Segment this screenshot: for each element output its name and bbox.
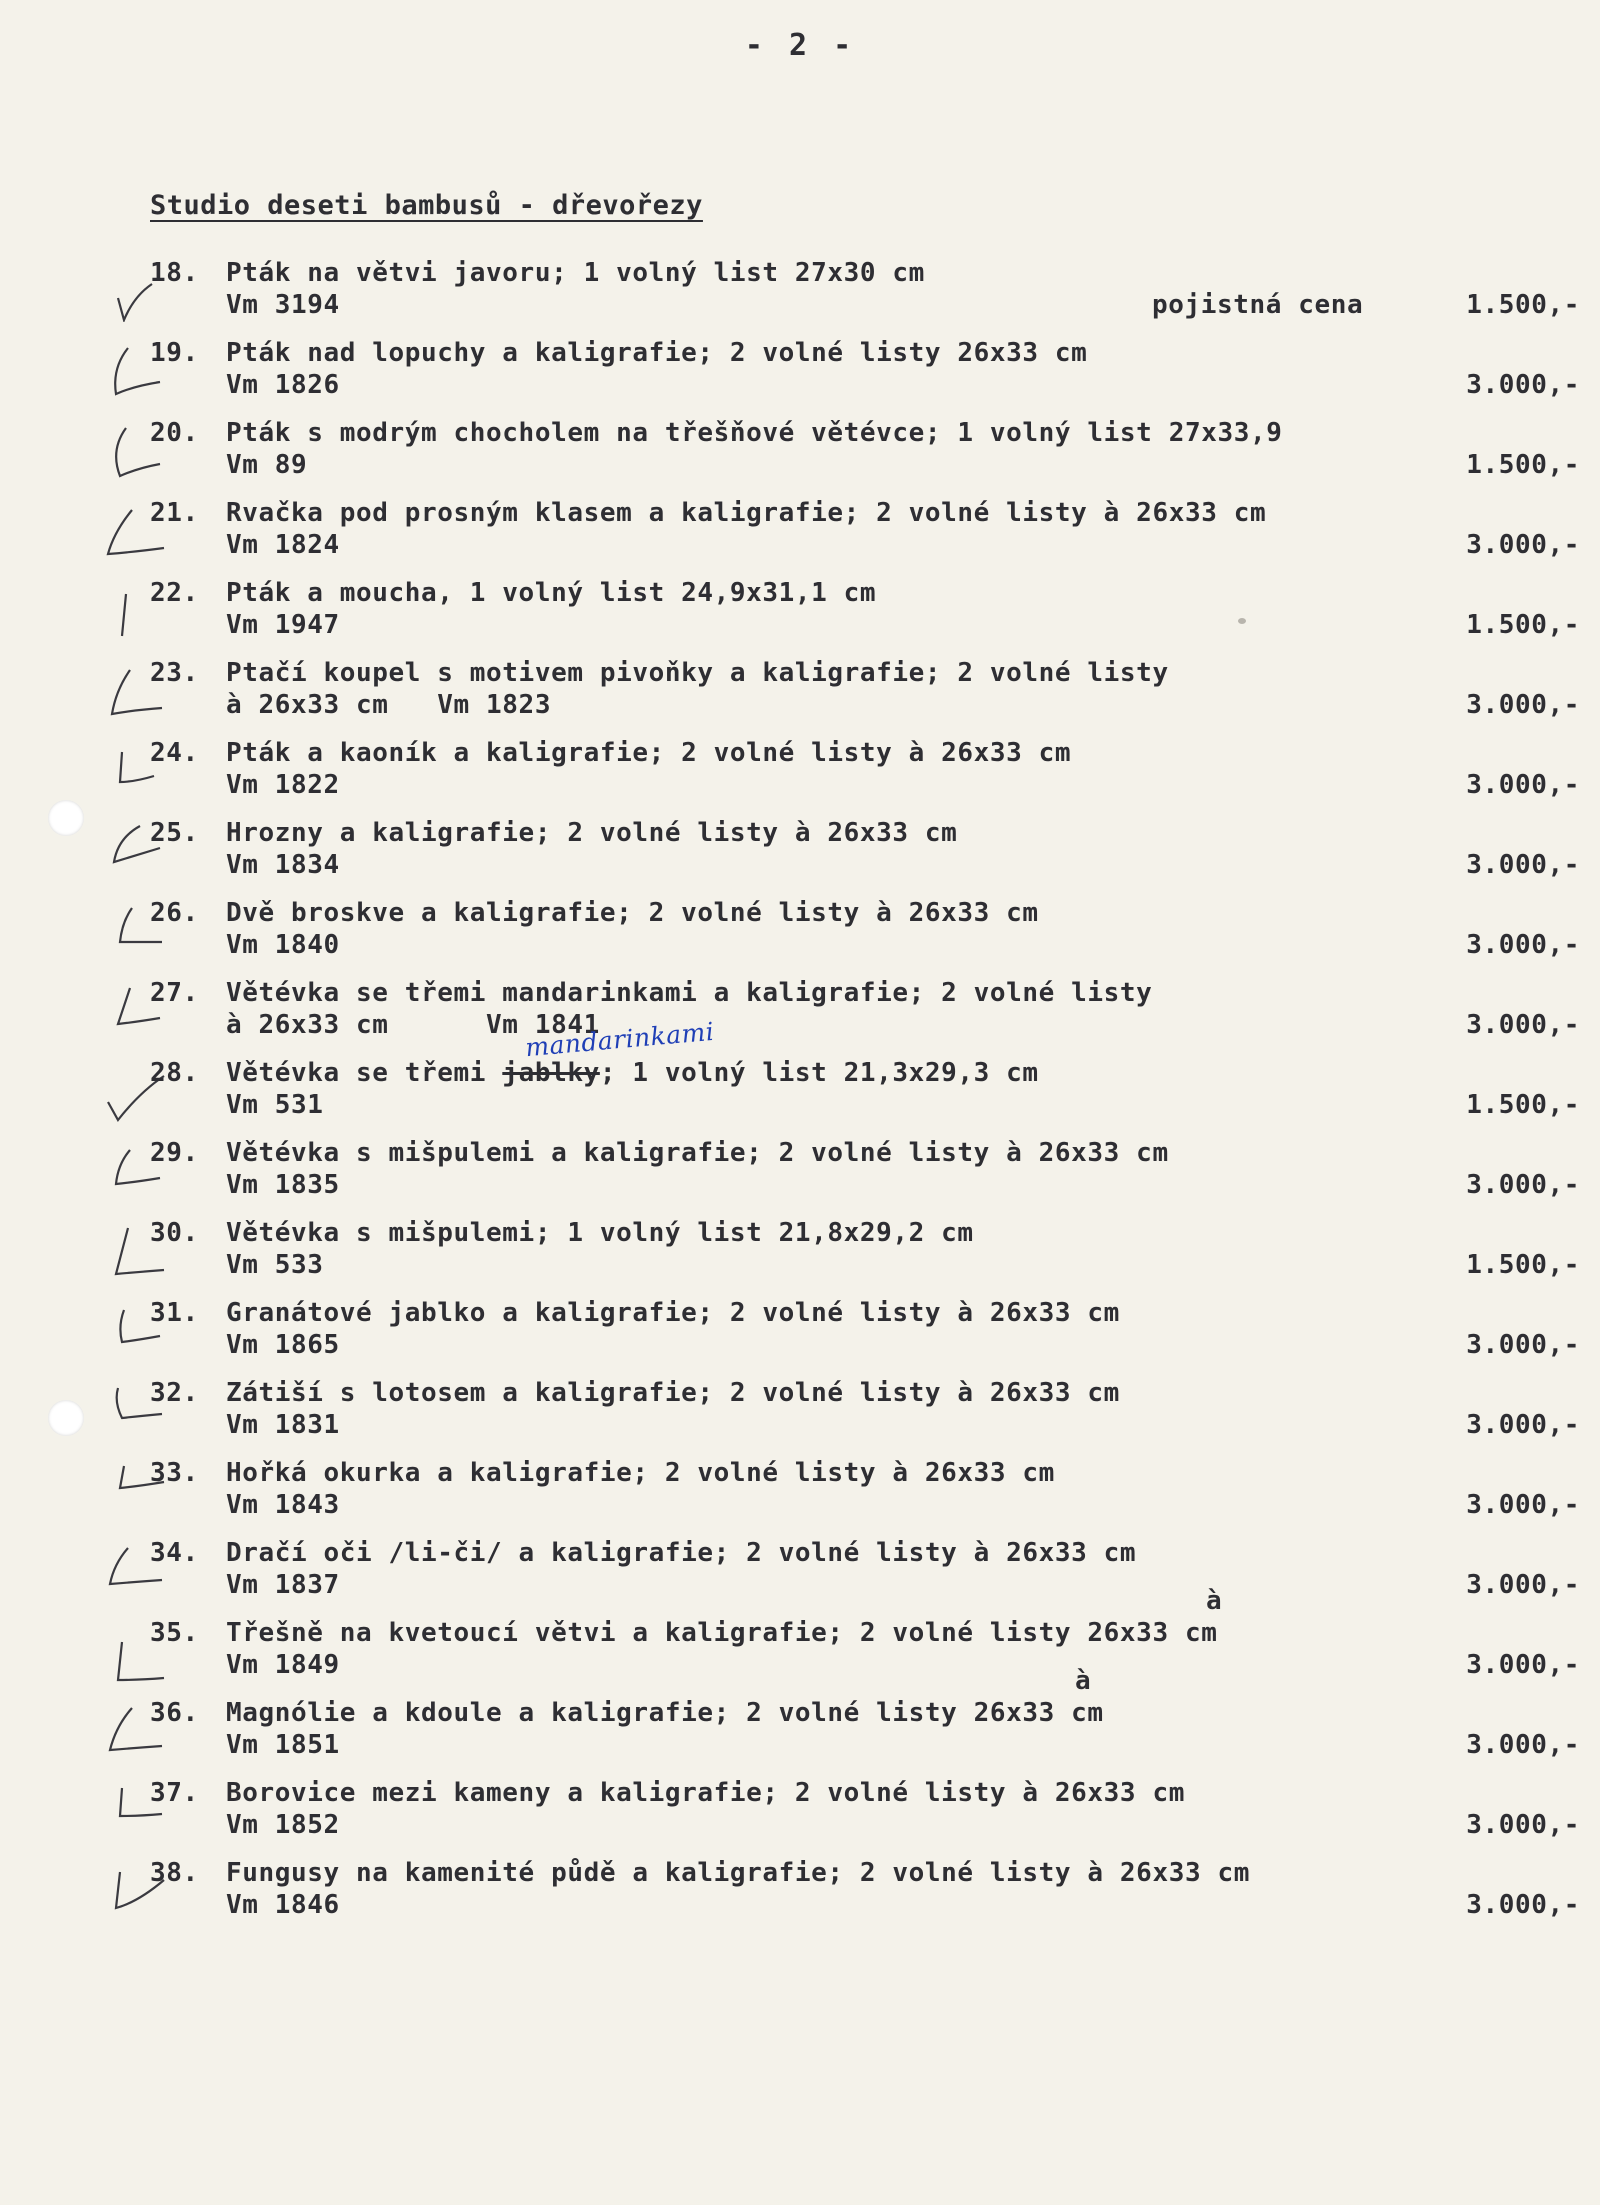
item-price: 3.000,-	[1466, 1330, 1580, 1360]
insurance-label: pojistná cena	[1152, 290, 1364, 320]
list-item	[150, 658, 1580, 738]
list-item	[150, 1858, 1580, 1938]
item-price: 3.000,-	[1466, 850, 1580, 880]
list-item	[150, 1666, 1580, 1778]
item-inventory: Vm 1851	[226, 1730, 340, 1760]
item-price: 3.000,-	[1466, 690, 1580, 720]
item-number: 30.	[150, 1218, 199, 1248]
list-item	[150, 898, 1580, 978]
item-number: 35.	[150, 1618, 199, 1648]
item-title: Větévka se třemi mandarinkami a kaligrafie; 2 volné listy	[226, 978, 1153, 1008]
item-inventory: Vm 1852	[226, 1810, 340, 1840]
item-title: Fungusy na kamenité půdě a kaligrafie; 2 volné listy à 26x33 cm	[226, 1858, 1250, 1888]
inserted-accent: à	[1075, 1666, 1091, 1696]
item-price: 3.000,-	[1466, 1650, 1580, 1680]
list-item	[150, 1586, 1580, 1698]
item-number: 22.	[150, 578, 199, 608]
item-number: 34.	[150, 1538, 199, 1568]
item-inventory: Vm 1824	[226, 530, 340, 560]
item-title: Magnólie a kdoule a kaligrafie; 2 volné listy 26x33 cm	[226, 1698, 1104, 1728]
item-price: 1.500,-	[1466, 610, 1580, 640]
item-inventory: Vm 3194	[226, 290, 340, 320]
item-number: 38.	[150, 1858, 199, 1888]
item-title: Rvačka pod prosným klasem a kaligrafie; 2 volné listy à 26x33 cm	[226, 498, 1267, 528]
item-number: 18.	[150, 258, 199, 288]
item-title: Pták nad lopuchy a kaligrafie; 2 volné listy 26x33 cm	[226, 338, 1088, 368]
item-price: 3.000,-	[1466, 1570, 1580, 1600]
item-title: Větévka s mišpulemi a kaligrafie; 2 volné listy à 26x33 cm	[226, 1138, 1169, 1168]
item-inventory: Vm 1865	[226, 1330, 340, 1360]
item-inventory: Vm 1840	[226, 930, 340, 960]
handwritten-correction: mandarinkami	[524, 1016, 716, 1063]
item-price: 3.000,-	[1466, 930, 1580, 960]
item-price: 3.000,-	[1466, 1810, 1580, 1840]
item-title: Dvě broskve a kaligrafie; 2 volné listy à 26x33 cm	[226, 898, 1039, 928]
item-number: 20.	[150, 418, 199, 448]
item-number: 32.	[150, 1378, 199, 1408]
item-inventory: Vm 1846	[226, 1890, 340, 1920]
item-title: Dračí oči /li-či/ a kaligrafie; 2 volné listy à 26x33 cm	[226, 1538, 1137, 1568]
item-number: 31.	[150, 1298, 199, 1328]
item-number: 33.	[150, 1458, 199, 1488]
item-price: 3.000,-	[1466, 1730, 1580, 1760]
item-price: 3.000,-	[1466, 1890, 1580, 1920]
list-item	[150, 818, 1580, 898]
item-title: Borovice mezi kameny a kaligrafie; 2 volné listy à 26x33 cm	[226, 1778, 1185, 1808]
item-price: 3.000,-	[1466, 530, 1580, 560]
item-inventory: Vm 1837	[226, 1570, 340, 1600]
item-inventory: à 26x33 cm Vm 1823	[226, 690, 552, 720]
list-item	[150, 1298, 1580, 1378]
item-price: 1.500,-	[1466, 450, 1580, 480]
item-price: 1.500,-	[1466, 1250, 1580, 1280]
item-number: 37.	[150, 1778, 199, 1808]
list-item	[150, 1218, 1580, 1298]
item-inventory: Vm 1834	[226, 850, 340, 880]
section-heading: Studio deseti bambusů - dřevořezy	[150, 190, 703, 221]
list-item	[150, 258, 1580, 338]
list-item	[150, 1378, 1580, 1458]
item-title: Pták a moucha, 1 volný list 24,9x31,1 cm	[226, 578, 877, 608]
item-number: 21.	[150, 498, 199, 528]
item-title: Zátiší s lotosem a kaligrafie; 2 volné listy à 26x33 cm	[226, 1378, 1120, 1408]
list-item	[150, 1778, 1580, 1858]
item-inventory: Vm 1826	[226, 370, 340, 400]
list-item	[150, 1058, 1580, 1138]
item-inventory: Vm 1831	[226, 1410, 340, 1440]
item-title: Ptačí koupel s motivem pivoňky a kaligrafie; 2 volné listy	[226, 658, 1169, 688]
item-price: 3.000,-	[1466, 1410, 1580, 1440]
list-item	[150, 978, 1580, 1058]
punch-hole	[48, 800, 84, 836]
item-title: Hrozny a kaligrafie; 2 volné listy à 26x33 cm	[226, 818, 958, 848]
item-number: 23.	[150, 658, 199, 688]
item-number: 28.	[150, 1058, 199, 1088]
list-item	[150, 498, 1580, 578]
item-price: 3.000,-	[1466, 1170, 1580, 1200]
item-inventory: Vm 1947	[226, 610, 340, 640]
item-number: 25.	[150, 818, 199, 848]
item-inventory: Vm 1849	[226, 1650, 340, 1680]
item-price: 1.500,-	[1466, 290, 1580, 320]
item-inventory: Vm 1843	[226, 1490, 340, 1520]
list-item	[150, 578, 1580, 658]
item-title: Pták a kaoník a kaligrafie; 2 volné listy à 26x33 cm	[226, 738, 1072, 768]
item-title: Třešně na kvetoucí větvi a kaligrafie; 2 volné listy 26x33 cm	[226, 1618, 1218, 1648]
list-item	[150, 1538, 1580, 1618]
list-item	[150, 418, 1580, 498]
item-title: Pták na větvi javoru; 1 volný list 27x30 cm	[226, 258, 925, 288]
punch-hole	[48, 1400, 84, 1436]
item-inventory: Vm 1835	[226, 1170, 340, 1200]
inserted-accent: à	[1206, 1586, 1222, 1616]
item-title: Hořká okurka a kaligrafie; 2 volné listy à 26x33 cm	[226, 1458, 1055, 1488]
item-inventory: Vm 89	[226, 450, 308, 480]
item-number: 27.	[150, 978, 199, 1008]
item-price: 1.500,-	[1466, 1090, 1580, 1120]
item-title-start: Větévka se třemi	[226, 1058, 503, 1088]
item-number: 36.	[150, 1698, 199, 1728]
item-title: Granátové jablko a kaligrafie; 2 volné listy à 26x33 cm	[226, 1298, 1120, 1328]
list-item	[150, 1458, 1580, 1538]
page-number: - 2 -	[744, 28, 856, 63]
item-inventory: Vm 1822	[226, 770, 340, 800]
item-number: 26.	[150, 898, 199, 928]
item-title: Pták s modrým chocholem na třešňové větévce; 1 volný list 27x33,9	[226, 418, 1283, 448]
item-number: 24.	[150, 738, 199, 768]
item-number: 29.	[150, 1138, 199, 1168]
item-price: 3.000,-	[1466, 1490, 1580, 1520]
list-item	[150, 738, 1580, 818]
item-title: Větévka s mišpulemi; 1 volný list 21,8x29,2 cm	[226, 1218, 974, 1248]
struck-word: jablky	[502, 1058, 600, 1088]
item-price: 3.000,-	[1466, 370, 1580, 400]
item-number: 19.	[150, 338, 199, 368]
item-title-end: ; 1 volný list 21,3x29,3 cm	[599, 1058, 1039, 1088]
list-item	[150, 338, 1580, 418]
item-price: 3.000,-	[1466, 770, 1580, 800]
item-inventory: à 26x33 cm Vm 1841	[226, 1010, 600, 1040]
list-item	[150, 1138, 1580, 1218]
item-inventory: Vm 531	[226, 1090, 324, 1120]
item-inventory: Vm 533	[226, 1250, 324, 1280]
item-price: 3.000,-	[1466, 1010, 1580, 1040]
